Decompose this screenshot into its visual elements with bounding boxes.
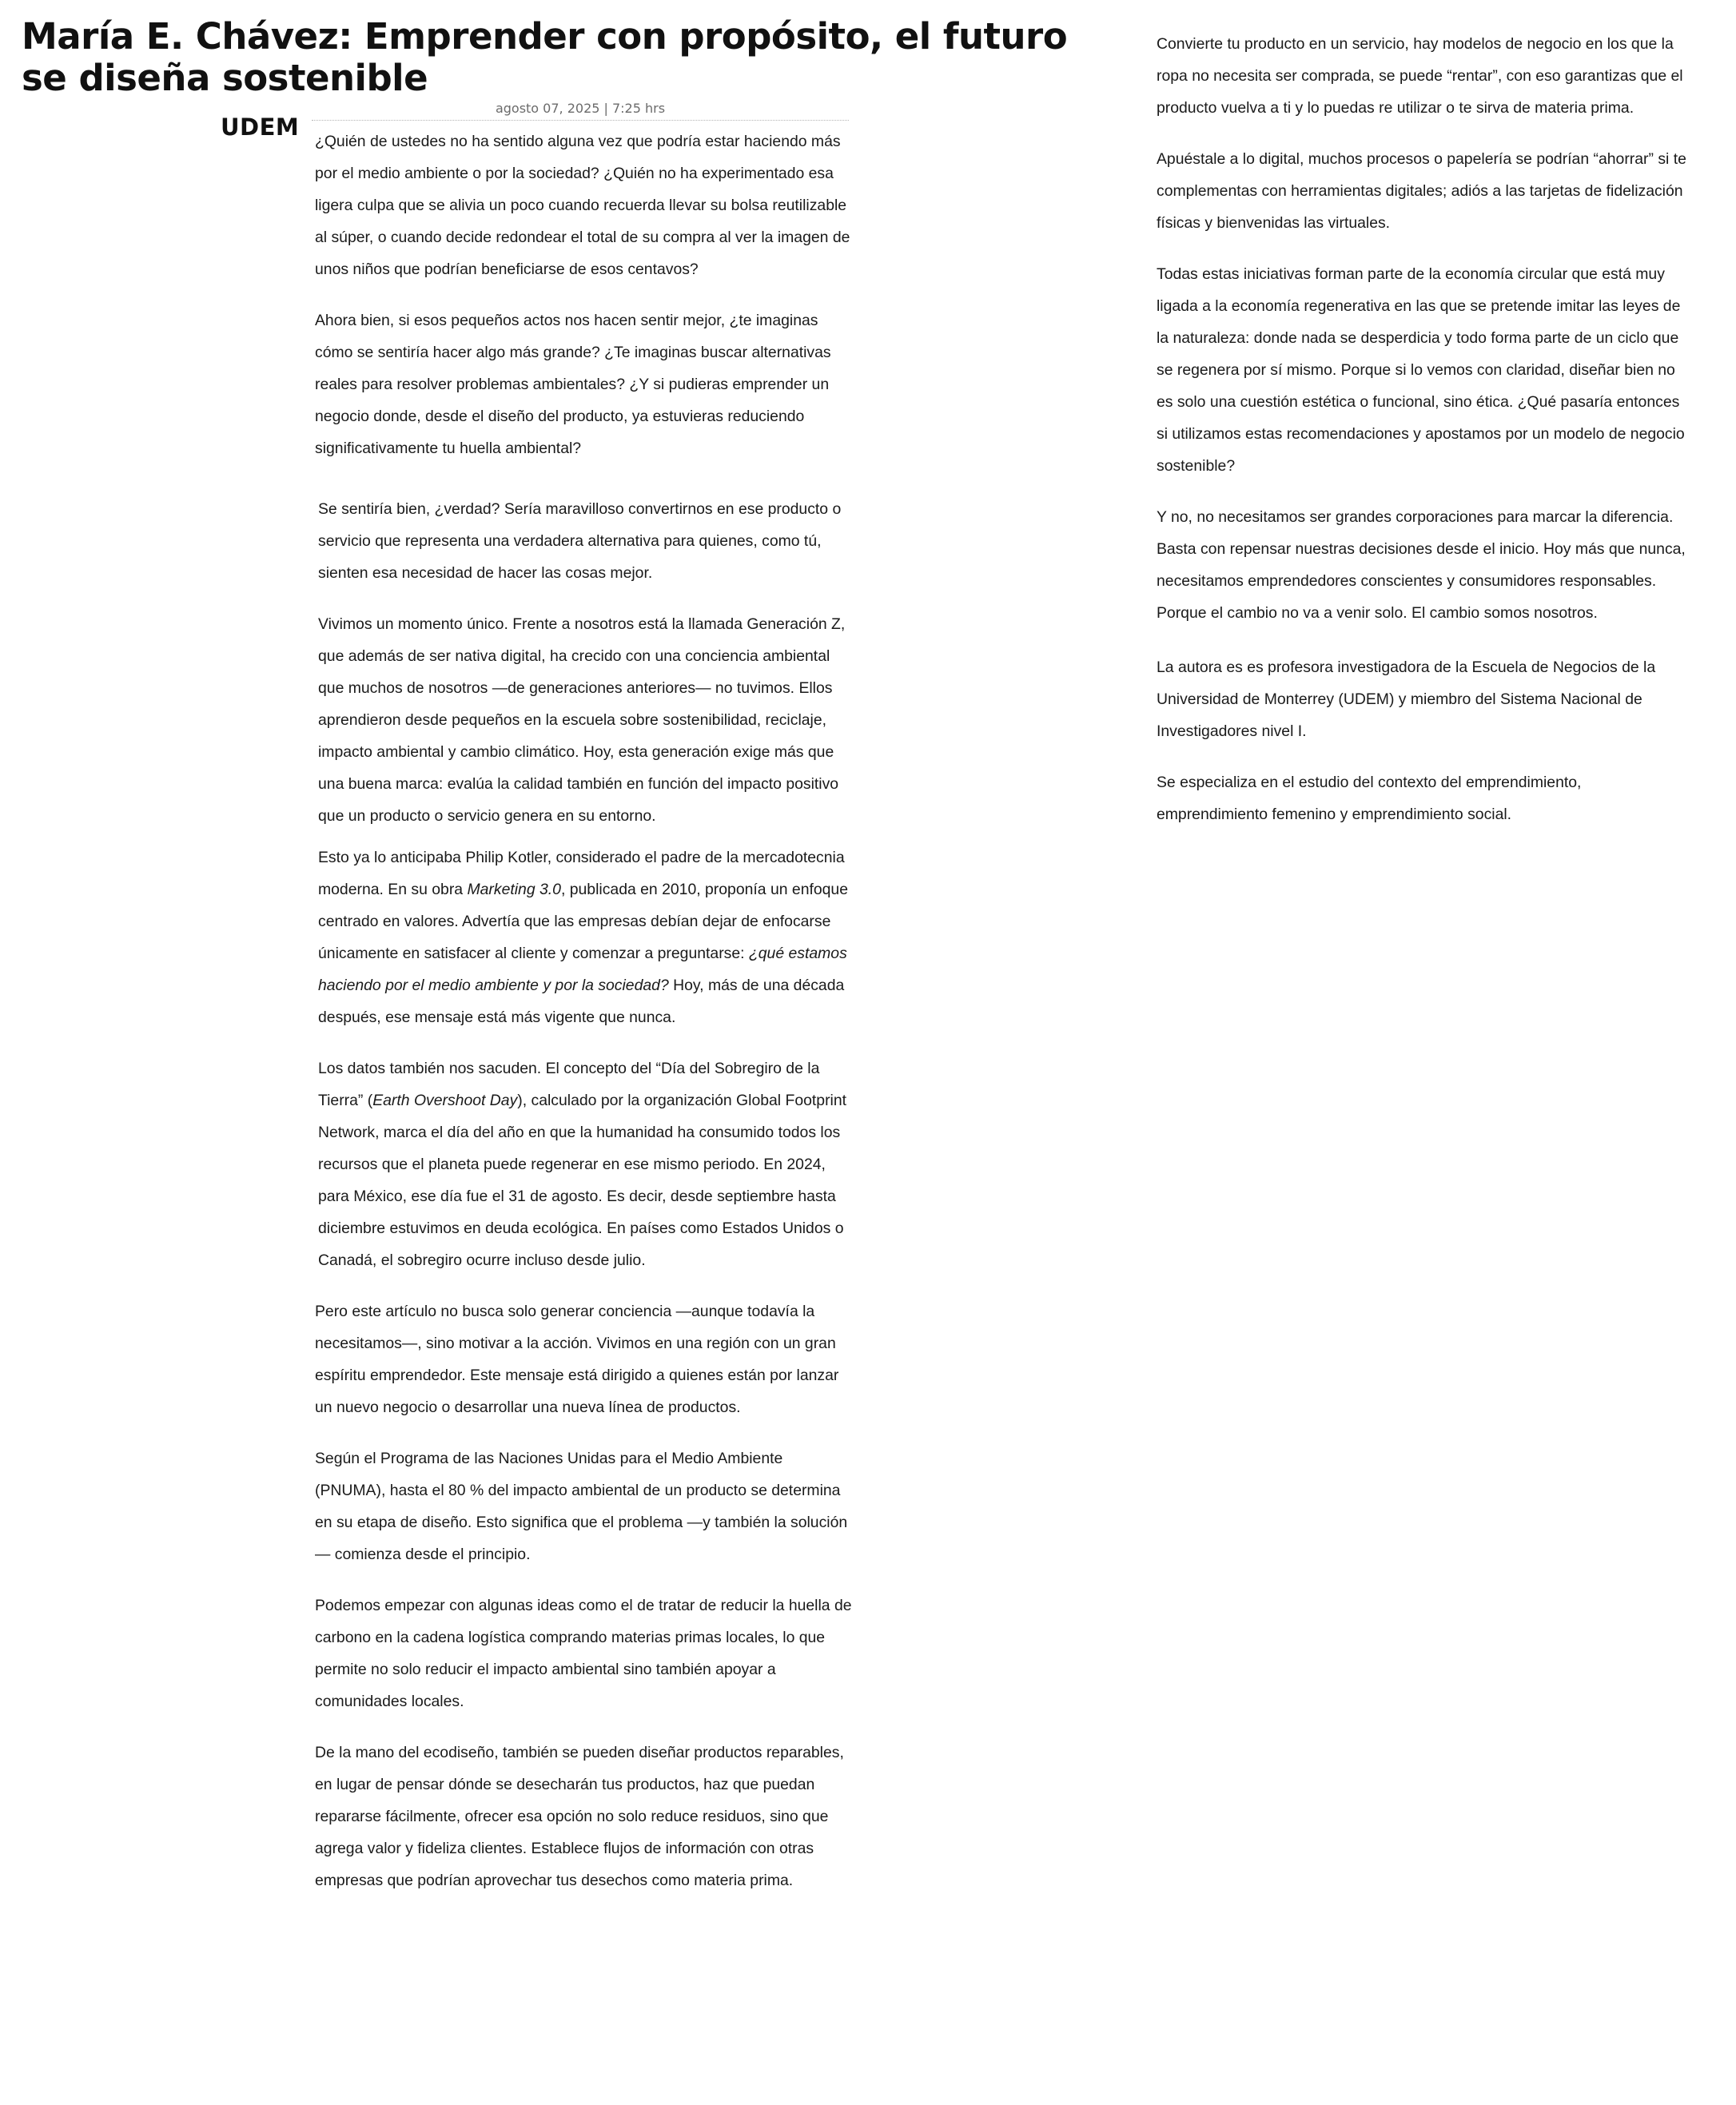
text-run: , publicada en 2010, proponía un enfoque centrado en valores. Advertía que las empresas debían dejar de enfocarse únicamente en satisfacer al cliente y comenzar a preguntarse: [318,881,848,962]
text-run: Los datos también nos sacuden. El concepto del “Día del Sobregiro de la Tierra” ( [318,1060,820,1109]
text-run: ), calculado por la organización Global Footprint Network, marca el día del año en que la humanidad ha consumido todos los recursos que el planeta puede regenerar en ese mismo periodo. En 2024, para México, ese día fue el 31 de agosto. Es decir, desde septiembre hasta diciembre estuvimos en deuda ecológica. En países como Estados Unidos o Canadá, el sobregiro ocurre incluso desde julio. [318,1092,847,1269]
paragraph: Según el Programa de las Naciones Unidas para el Medio Ambiente (PNUMA), hasta el 80 % del impacto ambiental de un producto se determina en su etapa de diseño. Esto significa que el problema —y también la solución— comienza desde el principio. [315,1450,848,1563]
paragraph: Ahora bien, si esos pequeños actos nos hacen sentir mejor, ¿te imaginas cómo se sentiría hacer algo más grande? ¿Te imaginas buscar alternativas reales para resolver problemas ambientales? ¿Y si pudieras emprender un negocio donde, desde el diseño del producto, ya estuvieras reduciendo significativamente tu huella ambiental? [315,312,831,457]
paragraph: Y no, no necesitamos ser grandes corporaciones para marcar la diferencia. Basta con repensar nuestras decisiones desde el inicio. Hoy más que nunca, necesitamos emprendedores conscientes y consumidores responsables. Porque el cambio no va a venir solo. El cambio somos nosotros. [1157,508,1686,622]
paragraph [318,842,852,1033]
article-body-left-column [315,125,852,1916]
paragraph: Se sentiría bien, ¿verdad? Sería maravilloso convertirnos en ese producto o servicio que representa una verdadera alternativa para quienes, como tú, sienten esa necesidad de hacer las cosas mejor. [318,500,842,582]
source-label: UDEM [221,113,300,141]
paragraph: Apuéstale a lo digital, muchos procesos o papelería se podrían “ahorrar” si te complementas con herramientas digitales; adiós a las tarjetas de fidelización físicas y bienvenidas las virtuales. [1157,150,1686,232]
article-title: María E. Chávez: Emprender con propósito, el futuro se diseña sostenible [22,15,1068,99]
article-dateline: agosto 07, 2025 | 7:25 hrs [312,101,849,121]
emphasized-term: Earth Overshoot Day [372,1092,518,1109]
paragraph: Vivimos un momento único. Frente a nosotros está la llamada Generación Z, que además de ser nativa digital, ha crecido con una conciencia ambiental que muchos de nosotros —de generaciones anteriores— no tuvimos. Ellos aprendieron desde pequeños en la escuela sobre sostenibilidad, reciclaje, impacto ambiental y cambio climático. Hoy, esta generación exige más que una buena marca: evalúa la calidad también en función del impacto positivo que un producto o servicio genera en su entorno. [318,615,846,825]
author-specialty: Se especializa en el estudio del contexto del emprendimiento, emprendimiento femenino y emprendimiento social. [1157,774,1582,823]
paragraph: Pero este artículo no busca solo generar conciencia —aunque todavía la necesitamos—, sino motivar a la acción. Vivimos en una región con un gran espíritu emprendedor. Este mensaje está dirigido a quienes están por lanzar un nuevo negocio o desarrollar una nueva línea de productos. [315,1303,839,1416]
emphasized-question: ¿qué estamos haciendo por el medio ambiente y por la sociedad? [318,945,847,994]
book-title: Marketing 3.0 [467,881,561,898]
paragraph: De la mano del ecodiseño, también se pueden diseñar productos reparables, en lugar de pensar dónde se desecharán tus productos, haz que puedan repararse fácilmente, ofrecer esa opción no solo reduce residuos, sino que agrega valor y fideliza clientes. Establece flujos de información con otras empresas que podrían aprovechar tus desechos como materia prima. [315,1744,844,1889]
text-run: Hoy, más de una década después, ese mensaje está más vigente que nunca. [318,977,845,1026]
paragraph: ¿Quién de ustedes no ha sentido alguna vez que podría estar haciendo más por el medio ambiente o por la sociedad? ¿Quién no ha experimentado esa ligera culpa que se alivia un poco cuando recuerda llevar su bolsa reutilizable al súper, o cuando decide redondear el total de su compra al ver la imagen de unos niños que podrían beneficiarse de esos centavos? [315,133,850,278]
paragraph: Podemos empezar con algunas ideas como el de tratar de reducir la huella de carbono en la cadena logística comprando materias primas locales, lo que permite no solo reducir el impacto ambiental sino también apoyar a comunidades locales. [315,1597,852,1710]
paragraph: Todas estas iniciativas forman parte de la economía circular que está muy ligada a la economía regenerativa en las que se pretende imitar las leyes de la naturaleza: donde nada se desperdicia y todo forma parte de un ciclo que se regenera por sí mismo. Porque si lo vemos con claridad, diseñar bien no es solo una cuestión estética o funcional, sino ética. ¿Qué pasaría entonces si utilizamos estas recomendaciones y apostamos por un modelo de negocio sostenible? [1157,265,1685,475]
article-body-right-column [1157,28,1694,850]
text-run: Esto ya lo anticipaba Philip Kotler, considerado el padre de la mercadotecnia moderna. En su obra [318,849,845,898]
paragraph [318,1052,852,1276]
paragraph: Convierte tu producto en un servicio, hay modelos de negocio en los que la ropa no necesita ser comprada, se puede “rentar”, con eso garantizas que el producto vuelva a ti y lo puedas re utilizar o te sirva de materia prima. [1157,35,1683,117]
author-bio: La autora es es profesora investigadora de la Escuela de Negocios de la Universidad de Monterrey (UDEM) y miembro del Sistema Nacional de Investigadores nivel I. [1157,659,1656,740]
